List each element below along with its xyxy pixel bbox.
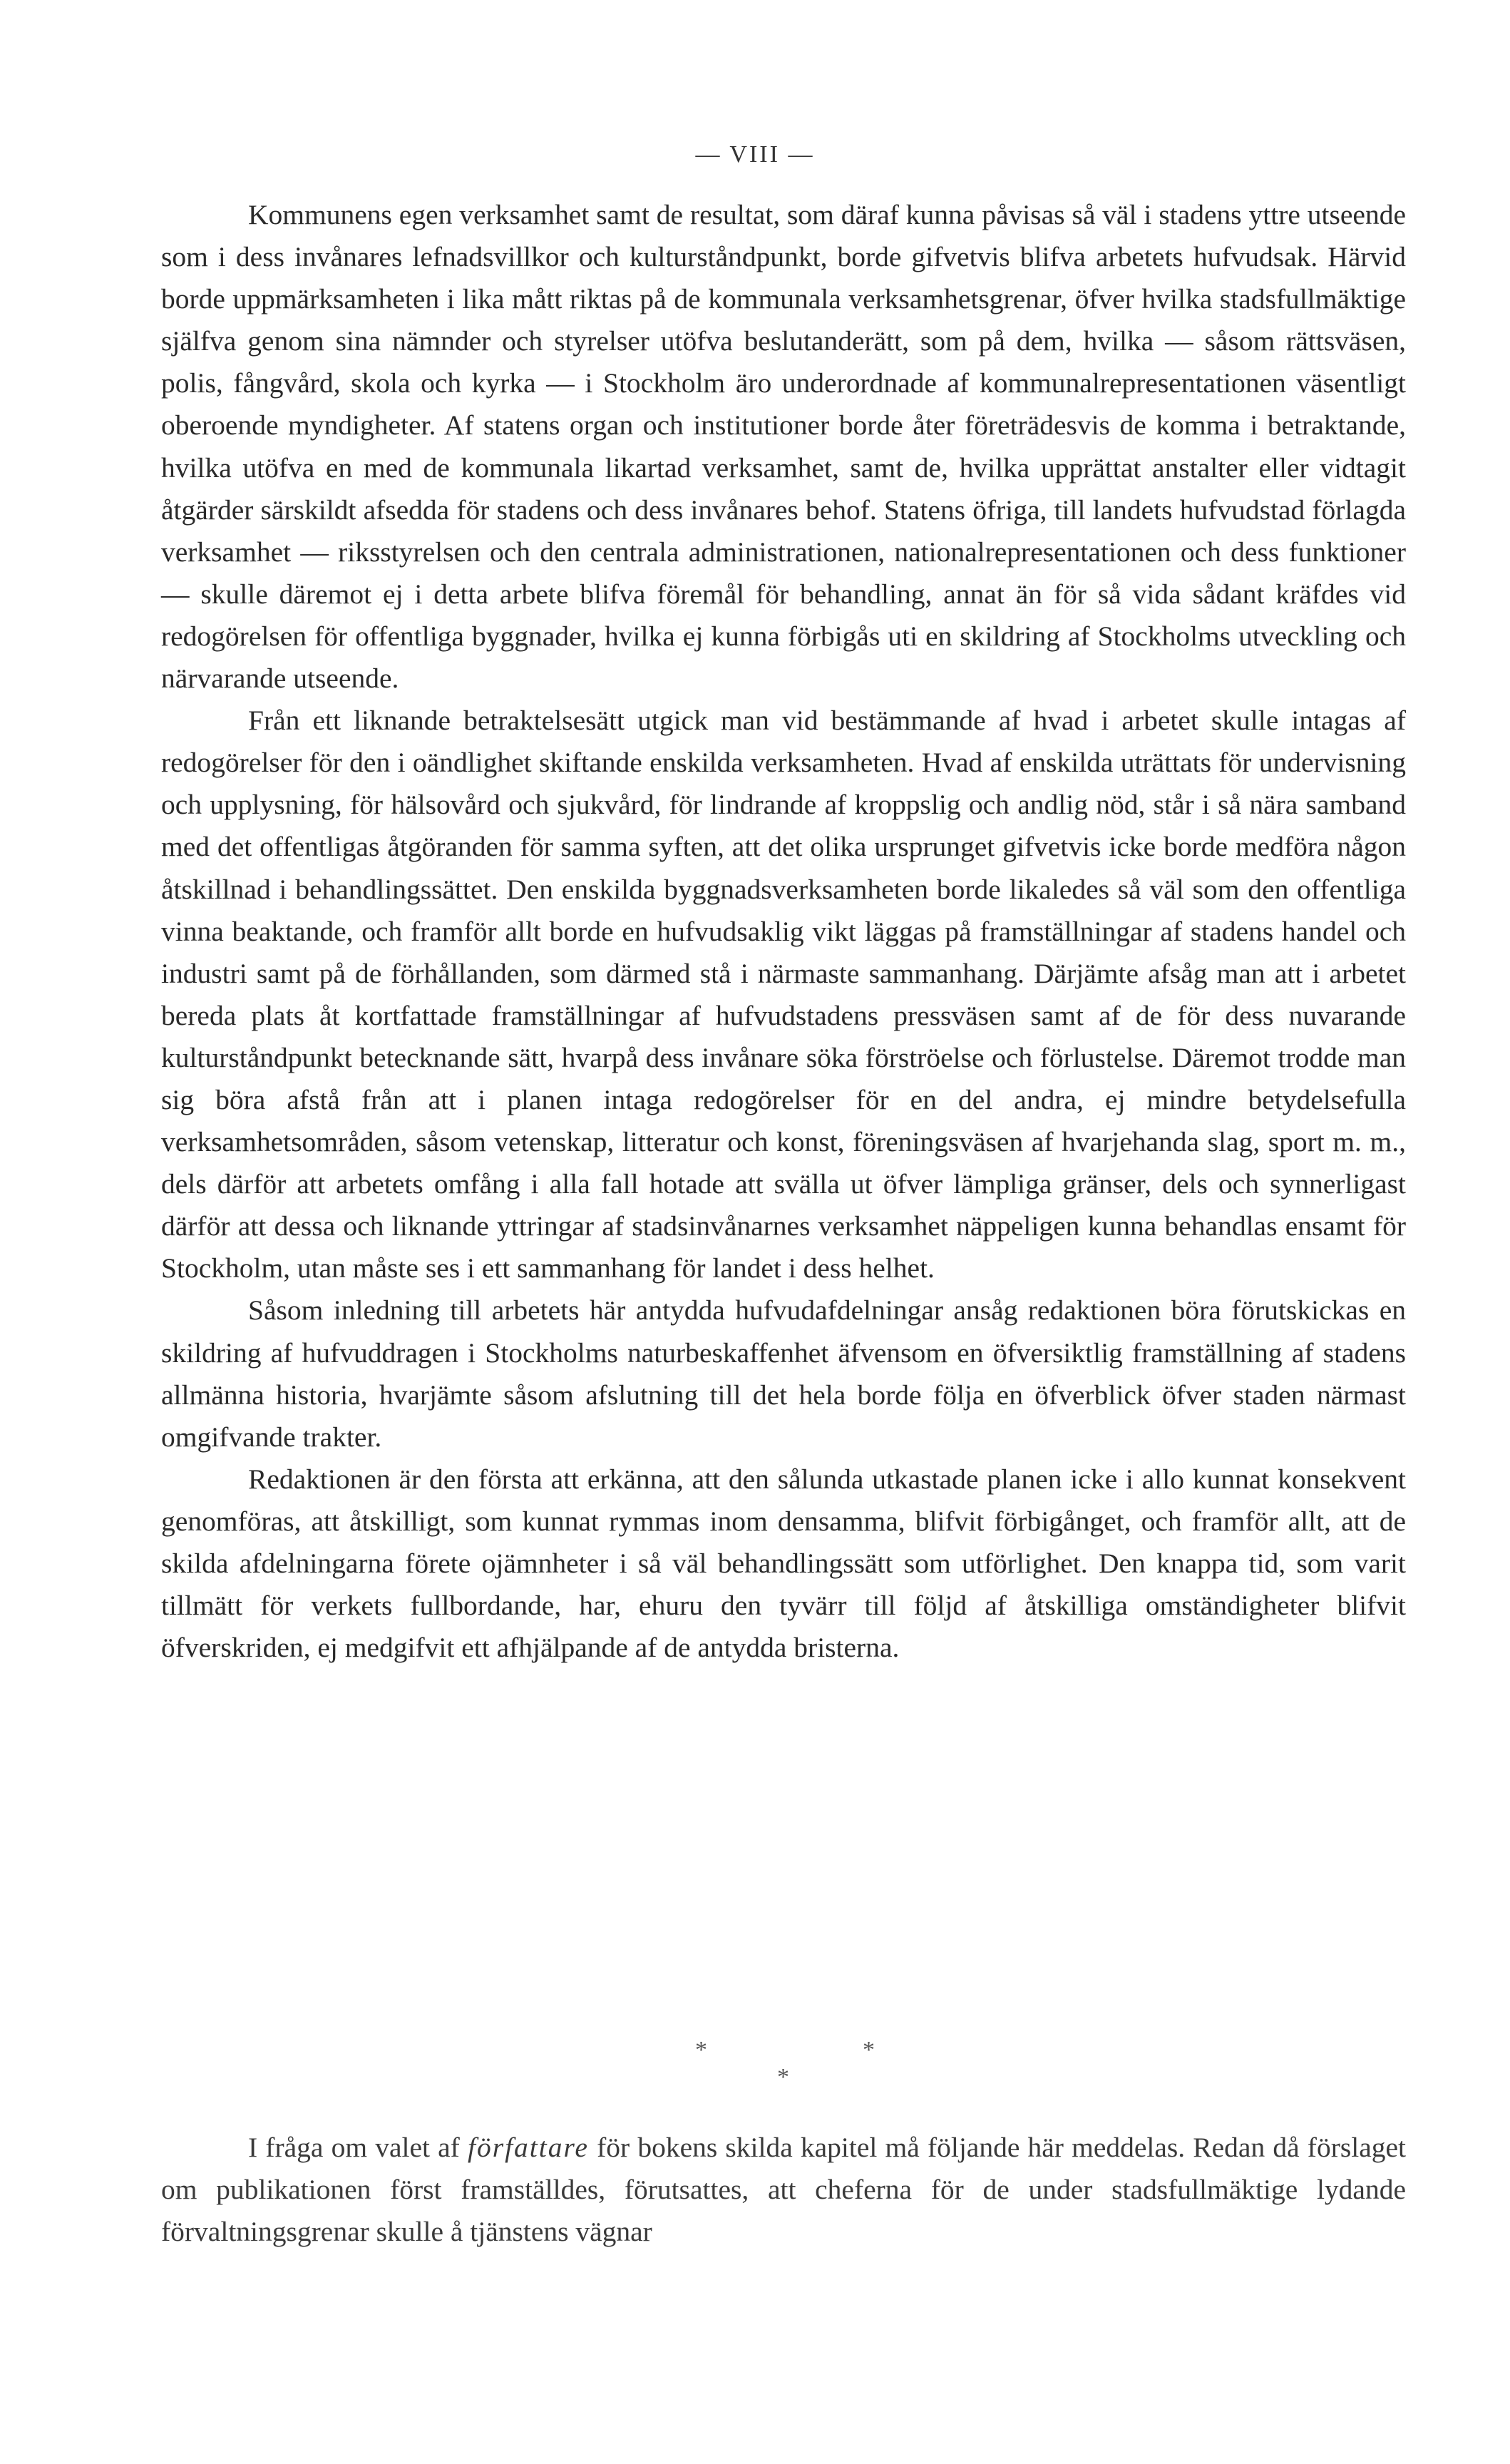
main-text [161, 194, 1406, 1669]
closing-text [161, 2127, 1406, 2253]
emphasized-word: författare [467, 2132, 589, 2163]
separator-star-left: * [695, 2037, 707, 2063]
paragraph-3: Såsom inledning till arbetets här antydda hufvudafdelningar ansåg redaktionen böra förutskickas en skildring af hufvuddragen i Stockholms naturbeskaffenhet äfvensom en öfversiktlig framställning af stadens allmänna historia, hvarjämte såsom afslutning till det hela borde följa en öfverblick öfver staden närmast omgifvande trakter. [161, 1294, 1406, 1453]
paragraph-5 [161, 2127, 1406, 2253]
paragraph-4: Redaktionen är den första att erkänna, att den sålunda utkastade planen icke i allo kunnat konsekvent genomföras, att åtskilligt, som kunnat rymmas inom densamma, blifvit förbigånget, och framför allt, att de skilda afdelningarna förete ojämnheter i så väl behandlingssätt som utförlighet. Den knappa tid, som varit tillmätt för verkets fullbordande, har, ehuru den tyvärr till följd af åtskilliga omständigheter blifvit öfverskriden, ej medgifvit ett afhjälpande af de antydda bristerna. [161, 1463, 1406, 1664]
paragraph-1: Kommunens egen verksamhet samt de resultat, som däraf kunna påvisas så väl i stadens yttre utseende som i dess invånares lefnadsvillkor och kulturståndpunkt, borde gifvetvis blifva arbetets hufvudsak. Härvid borde uppmärksamheten i lika mått riktas på de kommunala verksamhetsgrenar, öfver hvilka stadsfullmäktige själfva genom sina nämnder och styrelser utöfva beslutanderätt, som på dem, hvilka — såsom rättsväsen, polis, fångvård, skola och kyrka — i Stockholm äro underordnade af kommunalrepresentationen väsentligt oberoende myndigheter. Af statens organ och institutioner borde åter företrädesvis de komma i betraktande, hvilka utöfva en med de kommunala likartad verksamhet, samt de, hvilka upprättat anstalter eller vidtagit åtgärder särskildt afsedda för stadens och dess invånares behof. Statens öfriga, till landets hufvudstad förlagda verksamhet — riksstyrelsen och den centrala administrationen, nationalrepresentationen och dess funktioner — skulle däremot ej i detta arbete blifva föremål för behandling, annat än för så vida sådant kräfdes vid redogörelsen för offentliga byggnader, hvilka ej kunna förbigås uti en skildring af Stockholms utveckling och närvarande utseende. [161, 199, 1406, 695]
paragraph-5-rest: för bokens skilda kapitel må följande här meddelas. Redan då förslaget om publikationen först framställdes, förutsattes, att cheferna för de under stadsfullmäktige lydande förvaltningsgrenar skulle å tjänstens vägnar [161, 2132, 1406, 2248]
separator-star-right: * [863, 2037, 875, 2063]
paragraph-5-start: I fråga om valet af [248, 2132, 468, 2163]
page-number: — VIII — [695, 141, 815, 168]
separator-star-bottom: * [777, 2064, 789, 2090]
paragraph-2: Från ett liknande betraktelsesätt utgick man vid bestämmande af hvad i arbetet skulle intagas af redogörelser för den i oändlighet skiftande enskilda verksamheten. Hvad af enskilda uträttats för undervisning och upplysning, för hälsovård och sjukvård, för lindrande af kroppslig och andlig nöd, står i så nära samband med det offentligas åtgöranden för samma syften, att det olika ursprunget gifvetvis icke borde medföra någon åtskillnad i behandlingssättet. Den enskilda byggnadsverksamheten borde likaledes så väl som den offentliga vinna beaktande, och framför allt borde en hufvudsaklig vikt läggas på framställningar af stadens handel och industri samt på de förhållanden, som därmed stå i närmaste sammanhang. Därjämte afsåg man att i arbetet bereda plats åt kortfattade framställningar af hufvudstadens pressväsen samt af de för dess nuvarande kulturståndpunkt betecknande sätt, hvarpå dess invånare söka förströelse och förlustelse. Däremot trodde man sig böra afstå från att i planen intaga redogörelser för en del andra, ej mindre betydelsefulla verksamhetsområden, såsom vetenskap, litteratur och konst, föreningsväsen af hvarjehanda slag, sport m. m., dels därför att arbetets omfång i alla fall hotade att svälla ut öfver lämpliga gränser, dels och synnerligast därför att dessa och liknande yttringar af stadsinvånarnes verksamhet näppeligen kunna behandlas ensamt för Stockholm, utan måste ses i ett sammanhang för landet i dess helhet. [161, 705, 1406, 1284]
section-separator [0, 2037, 1510, 2094]
